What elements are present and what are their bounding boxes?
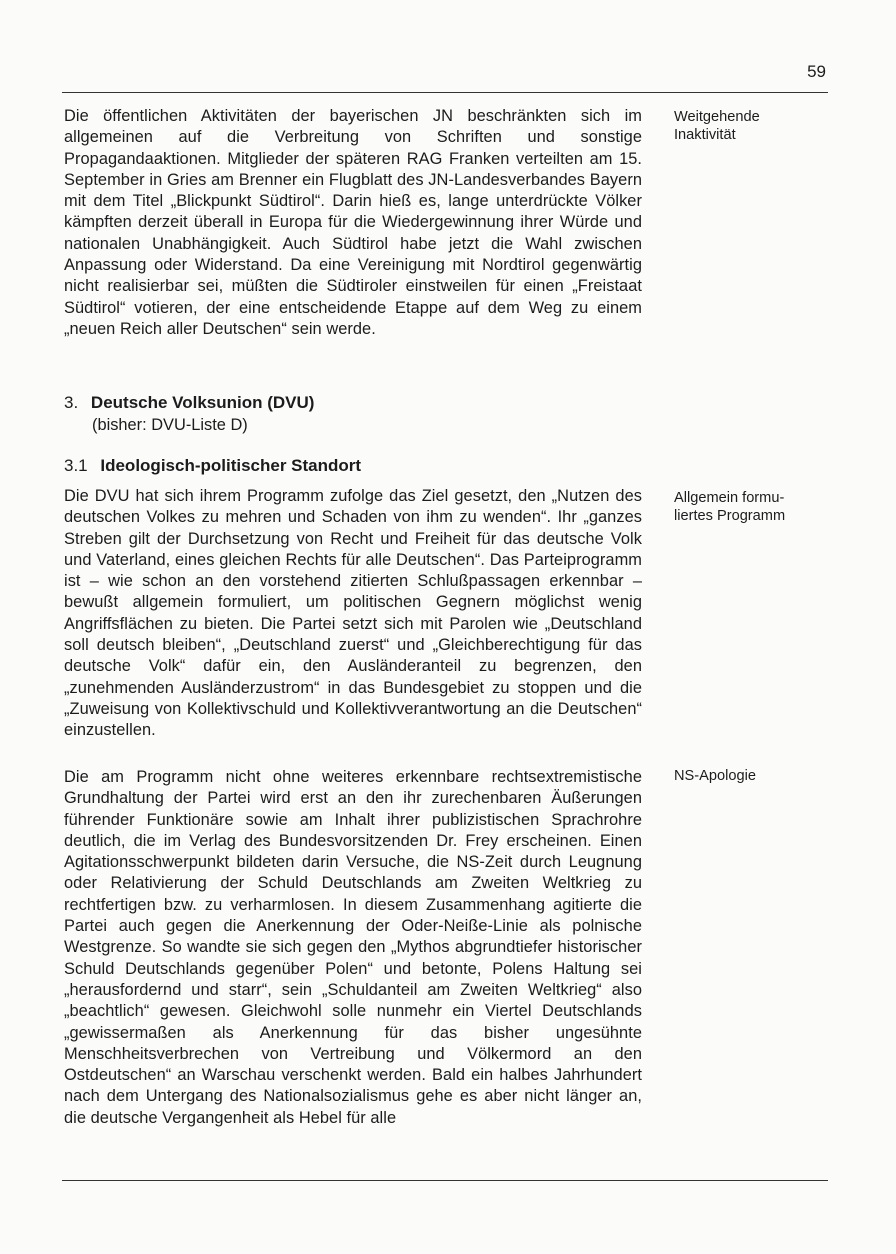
- subsection-heading-standort: [64, 455, 361, 477]
- margin-note-line: Allgemein formu-: [674, 490, 785, 506]
- margin-note-programm: [674, 489, 824, 525]
- section-heading-dvu: [64, 392, 314, 414]
- margin-note-line: Weitgehende: [674, 109, 760, 125]
- margin-note-line: liertes Programm: [674, 508, 786, 524]
- footer-rule: [62, 1180, 828, 1181]
- margin-note-ns-apologie: NS-Apologie: [674, 768, 756, 784]
- paragraph-ns-apologie: Die am Programm nicht ohne weiteres erkennbare rechtsextremistische Grundhaltung der Partei wird erst an den ihr zurechenbaren Äußerungen führender Funktionäre sowie am Inhalt ihrer publizistischen Sprachrohre deutlich, die im Verlag des Bundesvorsitzenden Dr. Frey erscheinen. Einen Agitationsschwerpunkt bildeten darin Versuche, die NS-Zeit durch Leugnung oder Relativierung der Schuld Deutschlands am Zweiten Weltkrieg zu rechtfertigen bzw. zu verharmlosen. In diesem Zusammenhang agitierte die Partei auch gegen die Anerkennung der Oder-Neiße-Linie als polnische Westgrenze. So wandte sie sich gegen den „Mythos abgrundtiefer historischer Schuld Deutschlands gegenüber Polen“ und betonte, Polens Haltung sei „herausfordernd und starr“, sein „Schuldanteil am Zweiten Weltkrieg“ also „beachtlich“ gewesen. Gleichwohl solle nunmehr ein Viertel Deutschlands „gewissermaßen als Anerkennung für das bisher ungesühnte Menschheitsverbrechen von Vertreibung und Völkermord an den Ostdeutschen“ an Warschau verschenkt werden. Bald ein halbes Jahrhundert nach dem Untergang des Nationalsozialismus gehe es aber nicht länger an, die deutsche Vergangenheit als Hebel für alle: [64, 768, 642, 1127]
- paragraph-jn-activities: Die öffentlichen Aktivitäten der bayerischen JN beschränkten sich im allgemeinen auf die Verbreitung von Schriften und sonstige Propagandaaktionen. Mitglieder der späteren RAG Franken verteilten am 15. September in Gries am Brenner ein Flugblatt des JN-Landesverbandes Bayern mit dem Titel „Blickpunkt Südtirol“. Darin hieß es, lange unterdrückte Völker kämpften derzeit überall in Europa für die Wiedergewinnung ihrer Würde und nationalen Unabhängigkeit. Auch Südtirol habe jetzt die Wahl zwischen Anpassung oder Widerstand. Da eine Vereinigung mit Nordtirol gegenwärtig nicht realisierbar sei, müßten die Südtiroler einstweilen für einen „Freistaat Südtirol“ votieren, der eine entscheidende Etappe auf dem Weg zu einem „neuen Reich aller Deutschen“ sein werde.: [64, 107, 642, 338]
- section-subtitle: (bisher: DVU-Liste D): [92, 416, 248, 434]
- margin-note-line: Inaktivität: [674, 127, 736, 143]
- section-title: Deutsche Volksunion (DVU): [90, 393, 315, 412]
- section-number: 3.: [64, 393, 79, 412]
- paragraph-dvu-program: Die DVU hat sich ihrem Programm zufolge das Ziel gesetzt, den „Nutzen des deutschen Volkes zu mehren und Schaden von ihm zu wenden“. Ihr „ganzes Streben gilt der Durchsetzung von Recht und Freiheit für das deutsche Volk und Vaterland, eines gleichen Rechts für alle Deutschen“. Das Parteiprogramm ist – wie schon an den vorstehend zitierten Schlußpassagen erkennbar – bewußt allgemein formuliert, um politischen Gegnern möglichst wenig Angriffsflächen zu bieten. Die Partei setzt sich mit Parolen wie „Deutschland soll deutsch bleiben“, „Deutschland zuerst“ und „Gleichberechtigung für das deutsche Volk“ dafür ein, den Ausländeranteil zu begrenzen, den „zunehmenden Ausländerzustrom“ in das Bundesgebiet zu stoppen und die „Zuweisung von Kollektivschuld und Kollektivverantwortung an die Deutschen“ einzustellen.: [64, 487, 642, 740]
- subsection-number: 3.1: [64, 456, 88, 475]
- margin-note-inaktivitaet: [674, 108, 824, 144]
- header-rule: [62, 92, 828, 93]
- subsection-title: Ideologisch-politischer Standort: [100, 456, 362, 475]
- page-number: 59: [807, 62, 826, 81]
